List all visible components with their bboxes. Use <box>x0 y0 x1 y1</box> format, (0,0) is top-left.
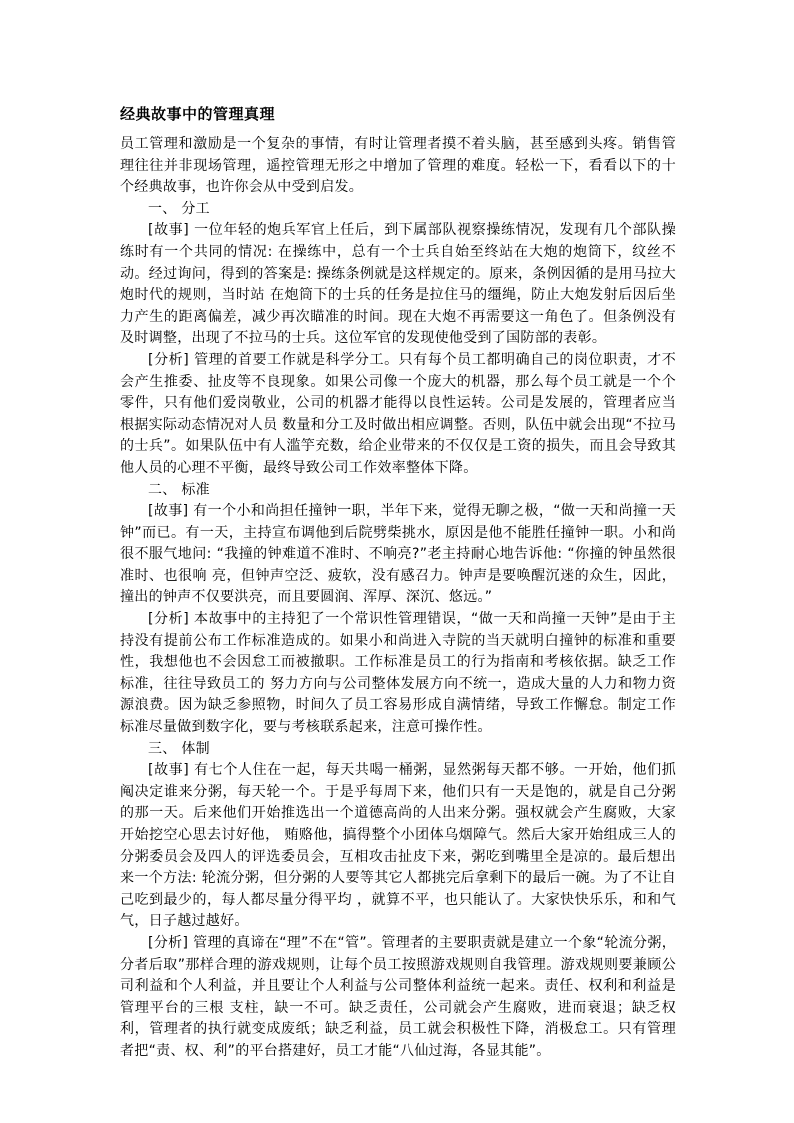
intro-paragraph: 员工管理和激励是一个复杂的事情，有时让管理者摸不着头脑，甚至感到头疼。销售管理往往并非现场管理，遥控管理无形之中增加了管理的难度。轻松一下，看看以下的十个经典故事，也许你会从中受到启发。 <box>120 136 676 196</box>
section-heading: 三、 体制 <box>148 740 210 757</box>
analysis-paragraph: [分析] 本故事中的主持犯了一个常识性管理错误，“做一天和尚撞一天钟”是由于主持没有提前公布工作标准造成的。如果小和尚进入寺院的当天就明白撞钟的标准和重要性，我想他也不会因怠工而被撤职。工作标准是员工的行为指南和考核依据。缺乏工作标准，往往导致员工的 努力方向与公司整体发展方向不统一，造成大量的人力和物力资源浪费。因为缺乏参照物，时间久了员工容易形成自满情绪，导致工作懈怠。制定工作标准尽量做到数字化，要与考核联系起来，注意可操作性。 <box>120 611 676 736</box>
section-heading: 二、 标准 <box>148 481 210 498</box>
section-heading: 一、 分工 <box>148 200 210 217</box>
story-paragraph: [故事] 有七个人住在一起，每天共喝一桶粥，显然粥每天都不够。一开始，他们抓阄决定谁来分粥，每天轮一个。于是乎每周下来，他们只有一天是饱的，就是自己分粥的那一天。后来他们开始推选出一个道德高尚的人出来分粥。强权就会产生腐败，大家开始挖空心思去讨好他， 贿赂他，搞得整个小团体乌烟障气。然后大家开始组成三人的分粥委员会及四人的评选委员会，互相攻击扯皮下来，粥吃到嘴里全是凉的。最后想出来一个方法: 轮流分粥，但分粥的人要等其它人都挑完后拿剩下的最后一碗。为了不让自己吃到最少的，每人都尽量分得平均 ，就算不平，也只能认了。大家快快乐乐，和和气气，日子越过越好。 <box>120 762 676 930</box>
story-paragraph: [故事] 一位年轻的炮兵军官上任后，到下属部队视察操练情况，发现有几个部队操练时有一个共同的情况: 在操练中，总有一个士兵自始至终站在大炮的炮筒下，纹丝不动。经过询问，得到的答案是: 操练条例就是这样规定的。原来，条例因循的是用马拉大炮时代的规则，当时站 在炮筒下的士兵的任务是拉住马的缰绳，防止大炮发射后因后坐力产生的距离偏差，减少再次瞄准的时间。现在大炮不再需要这一角色了。但条例没有及时调整，出现了不拉马的士兵。这位军官的发现使他受到了国防部的表彰。 <box>120 222 676 347</box>
document-body <box>120 134 676 1063</box>
document-page <box>120 104 676 1063</box>
analysis-paragraph: [分析] 管理的首要工作就是科学分工。只有每个员工都明确自己的岗位职责，才不会产生推委、扯皮等不良现象。如果公司像一个庞大的机器，那么每个员工就是一个个零件，只有他们爱岗敬业，公司的机器才能得以良性运转。公司是发展的，管理者应当根据实际动态情况对人员 数量和分工及时做出相应调整。否则，队伍中就会出现“不拉马的士兵”。如果队伍中有人滥竽充数，给企业带来的不仅仅是工资的损失，而且会导致其他人员的心理不平衡，最终导致公司工作效率整体下降。 <box>120 351 676 476</box>
analysis-paragraph: [分析] 管理的真谛在“理”不在“管”。管理者的主要职责就是建立一个象“轮流分粥，分者后取”那样合理的游戏规则，让每个员工按照游戏规则自我管理。游戏规则要兼顾公司利益和个人利益，并且要让个人利益与公司整体利益统一起来。责任、权利和利益是管理平台的三根 支柱，缺一不可。缺乏责任，公司就会产生腐败，进而衰退；缺乏权利，管理者的执行就变成废纸；缺乏利益，员工就会积极性下降，消极怠工。只有管理者把“责、权、利”的平台搭建好，员工才能“八仙过海，各显其能”。 <box>120 934 676 1059</box>
story-paragraph: [故事] 有一个小和尚担任撞钟一职，半年下来，觉得无聊之极，“做一天和尚撞一天钟”而已。有一天，主持宣布调他到后院劈柴挑水，原因是他不能胜任撞钟一职。小和尚很不服气地问: “我撞的钟难道不准时、不响亮?”老主持耐心地告诉他: “你撞的钟虽然很准时、也很响 亮，但钟声空泛、疲软，没有感召力。钟声是要唤醒沉迷的众生，因此，撞出的钟声不仅要洪亮，而且要圆润、浑厚、深沉、悠远。” <box>120 503 676 606</box>
document-title: 经典故事中的管理真理 <box>120 105 276 123</box>
